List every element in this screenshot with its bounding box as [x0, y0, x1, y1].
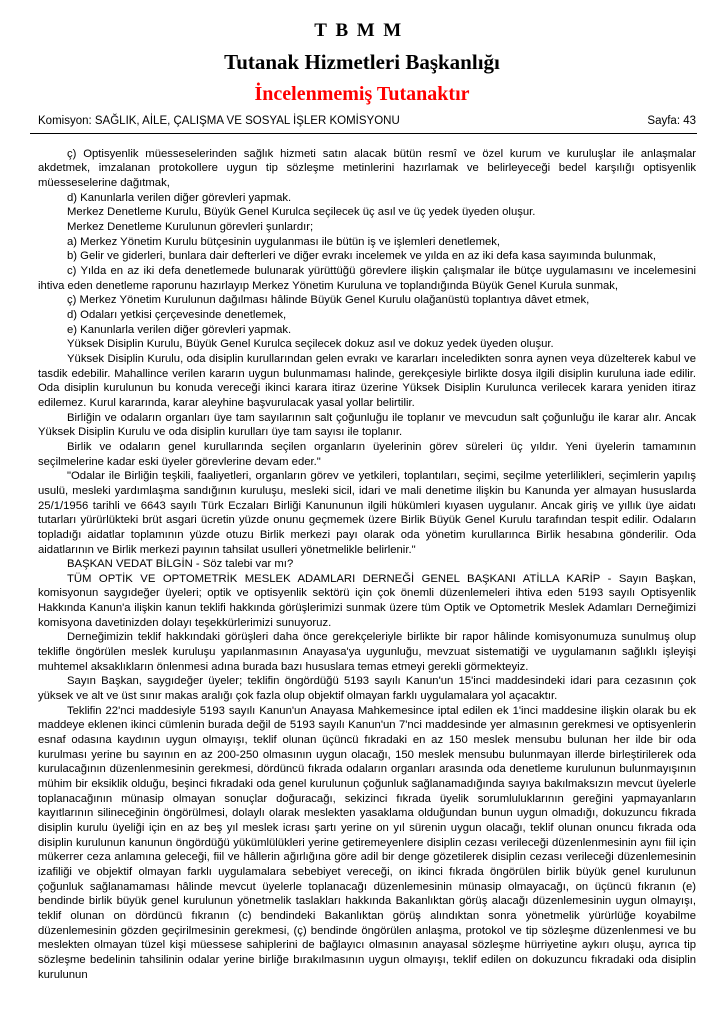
paragraph: Birlik ve odaların genel kurullarında seçilen organların üyelerinin görev süreleri üç yıldır. Yeni üyelerin tamamının seçilmelerine kadar eski üyeler görevlerine devam eder." [38, 440, 696, 468]
transcript-body [38, 147, 696, 982]
paragraph: "Odalar ile Birliğin teşkili, faaliyetleri, organların görev ve yetkileri, toplantıları, seçimi, seçilme yeterlilikleri, seçimlerin yapılış usulü, mesleki yardımlaşma sandığının kuruluşu, mesleki sicil, idari ve mali denetime ilişkin bu Kanunda yer almayan hususlarda 25/1/1956 tarihli ve 6643 sayılı Türk Eczaları Birliği Kanununun ilgili hükümleri kıyasen uygulanır. Ancak giriş ve yıllık üye aidatı tutarları yürürlükteki brüt asgari ücretin yüzde onunu geçmemek üzere Birlik Büyük Genel Kurulu tarafından tespit edilir. Odaların topladığı aidatlar toplamının yüzde otuzu Birlik merkezi payı olarak oda yönetim kurullarınca Birlik hesabına gönderilir. Oda aidatlarının ve Birlik merkezi payının tahsilat usulleri yönetmelikle belirlenir." [38, 470, 696, 556]
commission-label: Komisyon: SAĞLIK, AİLE, ÇALIŞMA VE SOSYAL İŞLER KOMİSYONU [38, 115, 400, 127]
paragraph: e) Kanunlarla verilen diğer görevleri yapmak. [67, 323, 292, 336]
paragraph: ç) Optisyenlik müesseselerinden sağlık hizmeti satın alacak bütün resmî ve özel kurum ve kuruluşlar ile anlaşmalar akdetmek, imzalanan protokollere uygun tip sözleşme metinlerini hazırlamak ve belirleyeceği bedel karşılığı optisyenlik müesseselerine dağıtmak, [38, 147, 696, 190]
paragraph: b) Gelir ve giderleri, bunlara dair defterleri ve diğer evrakı incelemek ve yılda en az iki defa kasa sayımında bulunmak, [67, 250, 656, 263]
paragraph: BAŞKAN VEDAT BİLGİN - Söz talebi var mı? [67, 558, 294, 571]
paragraph: Teklifin 22'nci maddesiyle 5193 sayılı Kanun'un Anayasa Mahkemesince iptal edilen ek 1'inci maddesine ilişkin olarak bu ek maddeye eklenen ikinci cümlenin burada değil de 5193 sayılı Kanun'un 7'nci maddesinde yer almasının gerekmesi ve optisyenlerin esnaf odasına kaydının uygun olmayışı, teklif olunan üçüncü fıkradaki en az 150 meslek mensubu bulunan her ilde bir oda kurulması yerine bu sayının en az 200-250 olmasının uygun olacağı, 150 meslek mensubu bulunmayan illerde birleştirilerek oda kurulacağının düzenlenmesinin gerekmesi, dördüncü fıkrada odaların organları arasında oda denetleme kurulunun bulunmayışının mühim bir eksiklik olduğu, beşinci fıkradaki oda genel kurulunun çoğunluk sağlanamadığında sayıya bakılmaksızın mevcut üyelerle toplanacağının münasip olmayan sonuçlar doğuracağı, sekizinci fıkrada üyelik sorumluluklarının gereğini yapmayanların kayıtlarının silineceğinin öngörülmesi, dolaylı olarak meslekten yasaklama olduğundan bunun uygun olmadığı, dokuzuncu fıkrada disiplin kurulu üyeliği için en az beş yıl meslek icrası şartı yerine on yıl sürenin uygun olacağı, teklif olunan onuncu fıkrada oda disiplin kurulunun kanunun öngördüğü yükümlülükleri yerine getiremeyenlere disiplin cezası verileceği düzenlenmesinin aynı fiil için mükerrer ceza anlamına geleceği, fiil ve hâllerin ağırlığına göre adil bir denge gözetilerek disiplin cezası verileceği düzenlemesinin izafiliği ve objektif olmayan farklı uygulamalara sebebiyet vereceği, on ikinci fıkrada öngörülen birlik büyük genel kurulunun çoğunluk sağlanamaması hâlinde mevcut üyelerle toplanacağı düzenlemesinin münasip olmayacağı, on üçüncü fıkranın (e) bendinde birlik büyük genel kurulunun yönetmelik taslakları hakkında Bakanlıktan görüş alacağı düzenlemesinin uygun olmayışı, teklif olunan on dördüncü fıkranın (c) bendindeki Bakanlıktan görüş alındıktan sonra yönetmelik yürürlüğe koyabilme düzenlemesinin gözden geçirilmesinin gerekmesi, (ç) bendinde öngörülen anlaşma, protokol ve tip sözleşme düzenlenmesi ve bu meslekten olmayan tüzel kişi müessese sahiplerini de bağlayıcı olmasının anayasal sözleşme hürriyetine aykırı oluşu, ayrıca tip sözleşme bedelinin tahsilinin odalar yerine birliğe bırakılmasının uygun olmayışı, teklif edilen on dokuzuncu fıkradaki oda disiplin kurulunun [38, 704, 696, 981]
paragraph: ç) Merkez Yönetim Kurulunun dağılması hâlinde Büyük Genel Kurulu olağanüstü toplantıya dâvet etmek, [67, 294, 590, 307]
document-header [0, 0, 724, 104]
paragraph: d) Kanunlarla verilen diğer görevleri yapmak. [67, 191, 292, 204]
meta-row [38, 115, 696, 129]
paragraph: c) Yılda en az iki defa denetlemede bulunarak yürüttüğü görevlere ilişkin çalışmalar ile bütçe uygulamasını ve incelemesini ihtiva eden denetleme raporunu hazırlayıp Merkez Yönetim Kuruluna ve toplandığında Büyük Genel Kurula sunmak, [38, 265, 696, 292]
paragraph: TÜM OPTİK VE OPTOMETRİK MESLEK ADAMLARI DERNEĞİ GENEL BAŞKANI ATİLLA KARİP - Sayın Başkan, komisyonun saygıdeğer üyeleri; optik ve optisyenlik sektörü için çok önemli düzenlemeleri ihtiva eden 5193 sayılı Optisyenlik Hakkında Kanun'a ilişkin kanun teklifi hakkında görüşlerimizi sunmak üzere tüm Optik ve Optometrik Meslek Adamları Derneğimizi komisyona davetinizden dolayı teşekkürlerimizi sunuyoruz. [38, 572, 696, 629]
paragraph: Yüksek Disiplin Kurulu, Büyük Genel Kurulca seçilecek dokuz asıl ve dokuz yedek üyeden oluşur. [67, 338, 554, 351]
paragraph: a) Merkez Yönetim Kurulu bütçesinin uygulanması ile bütün iş ve işlemleri denetlemek, [67, 235, 501, 248]
org-title: TBMM [314, 20, 410, 41]
paragraph: Merkez Denetleme Kurulunun görevleri şunlardır; [67, 221, 314, 234]
paragraph: Sayın Başkan, saygıdeğer üyeler; teklifin öngördüğü 5193 sayılı Kanun'un 15'inci maddesindeki idari para cezasının çok yüksek ve alt ve üst sınır makas aralığı çok fazla olup objektif olmayan farklı uygulamalara yol açacaktır. [38, 675, 696, 703]
paragraph: Birliğin ve odaların organları üye tam sayılarının salt çoğunluğu ile toplanır ve mevcudun salt çoğunluğu ile karar alır. Ancak Yüksek Disiplin Kurulu ve oda disiplin kurulları üye tam sayısı ile toplanır. [38, 411, 696, 439]
department-title: Tutanak Hizmetleri Başkanlığı [224, 50, 500, 74]
paragraph: d) Odaları yetkisi çerçevesinde denetlemek, [67, 309, 287, 322]
paragraph: Merkez Denetleme Kurulu, Büyük Genel Kurulca seçilecek üç asıl ve üç yedek üyeden oluşur. [67, 206, 536, 219]
status-notice: İncelenmemiş Tutanaktır [254, 83, 470, 105]
header-divider [30, 133, 697, 134]
page-number-label: Sayfa: 43 [647, 115, 696, 127]
paragraph: Yüksek Disiplin Kurulu, oda disiplin kurullarından gelen evrakı ve kararları inceledikten sonra aynen veya düzelterek kabul ve tasdik edebilir. Mahallince verilen kararın uygun bulunmaması halinde, gerekçesiyle birlikte dosya ilgili disiplin kuruluna iade edilir. Oda disiplin kurulunun bu konuda vereceği ikinci karara itiraz üzerine Yüksek Disiplin Kurulunca verilecek karara yeniden itiraz edilemez. Kurul kararında, karar aleyhine başvurulacak yasal yollar belirtilir. [38, 352, 696, 409]
paragraph: Derneğimizin teklif hakkındaki görüşleri daha önce gerekçeleriyle birlikte bir rapor hâlinde komisyonumuza sunulmuş olup teklifle öngörülen meslek kuruluşu yapılanmasının Anayasa'ya uygunluğu, mevzuat sistematiği ve uygulamanın sağlıklı işleyişi muhtemel aksaklıkların önlenmesi adına burada bazı hususlara temas etmeyi gerekli görmekteyiz. [38, 631, 696, 673]
